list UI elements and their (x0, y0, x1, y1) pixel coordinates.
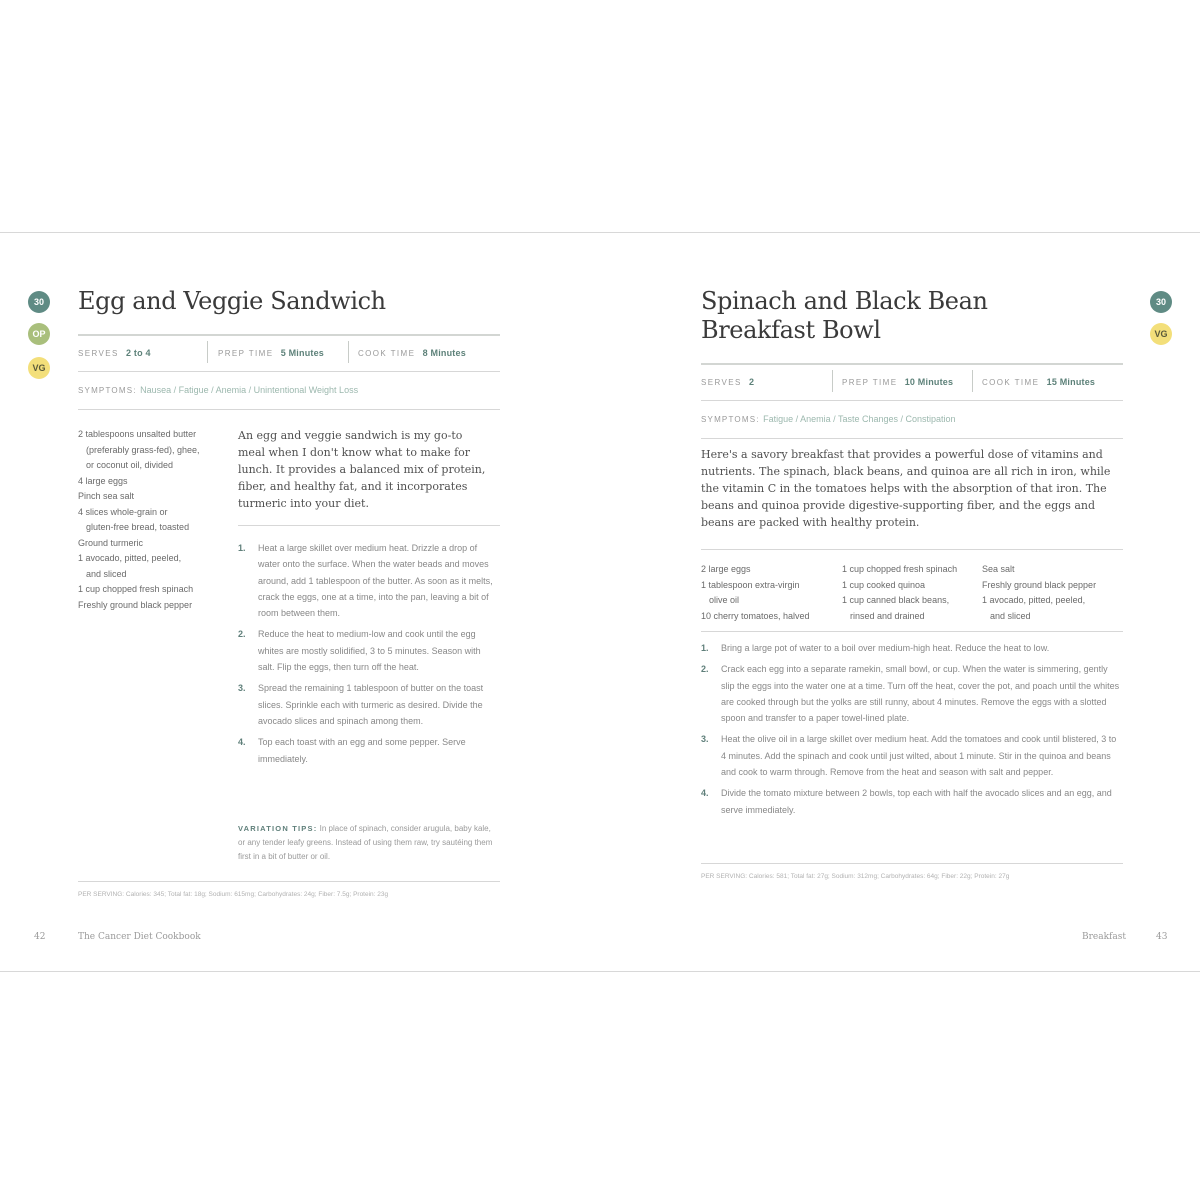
symptoms-label: SYMPTOMS: (701, 415, 760, 424)
step-number: 4. (701, 788, 709, 799)
divider (78, 409, 500, 410)
ingredient-item: gluten-free bread, toasted (86, 522, 190, 532)
instruction-step (701, 785, 1123, 818)
ingredient-item: 1 cup chopped fresh spinach (842, 564, 958, 574)
step-text: Spread the remaining 1 tablespoon of butter on the toast slices. Sprinkle each with turmeric as desired. Divide the avocado slices and spinach among them. (258, 683, 484, 726)
ingredient-item: 1 avocado, pitted, peeled, (78, 553, 182, 563)
divider (701, 438, 1123, 439)
symptoms-label: SYMPTOMS: (78, 386, 137, 395)
cook-time-info (982, 377, 1095, 387)
symptoms-value: Fatigue / Anemia / Taste Changes / Constipation (763, 414, 956, 424)
prep-time-info (842, 377, 953, 387)
serves-value: 2 (748, 377, 755, 387)
ingredient-item: or coconut oil, divided (86, 460, 174, 470)
badge-vegetarian (1150, 323, 1172, 345)
step-text: Divide the tomato mixture between 2 bowls, top each with half the avocado slices and an egg, and serve immediately. (721, 788, 1112, 815)
ingredient-item: 1 cup chopped fresh spinach (78, 584, 194, 594)
step-text: Crack each egg into a separate ramekin, small bowl, or cup. When the water is simmering, gently slip the eggs into the water one at a time. Turn off the heat, cover the pot, and poach until the whites are cooked through but the yolks are still runny, about 4 minutes. Remove the eggs with a slotted spoon and transfer to a paper towel-lined plate. (721, 664, 1120, 724)
step-text: Heat a large skillet over medium heat. Drizzle a drop of water onto the surface. When the water beads and moves around, add 1 tablespoon of the butter. As soon as it melts, crack the eggs, one at a time, into the pan, leaving a bit of room between them. (258, 543, 493, 619)
badge-label: OP (32, 329, 46, 339)
prep-label: PREP TIME (842, 378, 898, 387)
ingredient-item: 4 large eggs (78, 475, 128, 486)
variation-tips (238, 822, 500, 864)
ingredient-item: 1 cup cooked quinoa (842, 579, 926, 590)
ingredients-column-3 (982, 562, 1122, 624)
badge-label: 30 (33, 297, 44, 307)
ingredient-item: olive oil (709, 595, 740, 605)
instructions-list (238, 540, 496, 772)
ingredient-item: 1 cup canned black beans, (842, 595, 950, 605)
divider (78, 371, 500, 372)
divider (701, 549, 1123, 550)
divider (78, 334, 500, 336)
symptoms-value: Nausea / Fatigue / Anemia / Unintentional Weight Loss (140, 385, 359, 395)
cook-time-info (358, 348, 466, 358)
divider (207, 341, 208, 363)
symptoms-line (78, 385, 358, 395)
step-text: Reduce the heat to medium-low and cook until the egg whites are mostly solidified, 3 to 5 minutes. Season with salt. Flip the eggs, then turn off the heat. (258, 629, 481, 673)
page-number: 43 (1156, 932, 1168, 942)
ingredient-item: Freshly ground black pepper (78, 599, 193, 610)
badge-label: VG (1154, 329, 1168, 339)
instruction-step (238, 626, 496, 675)
ingredient-item: Sea salt (982, 564, 1015, 574)
nutrition-info: PER SERVING: Calories: 345; Total fat: 18g; Sodium: 615mg; Carbohydrates: 24g; Fiber: 7.5g; Protein: 23g (78, 891, 389, 898)
badge-label: 30 (1155, 297, 1166, 307)
cook-label: COOK TIME (358, 349, 416, 358)
page-number: 42 (34, 932, 46, 942)
ingredient-item: 10 cherry tomatoes, halved (701, 610, 810, 621)
step-number: 2. (238, 629, 246, 640)
instruction-step (238, 734, 496, 767)
serves-info (78, 348, 151, 358)
symptoms-line (701, 414, 956, 424)
ingredient-item: 2 tablespoons unsalted butter (78, 429, 197, 439)
recipe-title: Egg and Veggie Sandwich (78, 287, 386, 315)
cook-value: 8 Minutes (422, 348, 466, 358)
serves-label: SERVES (78, 349, 119, 358)
ingredient-item: 1 avocado, pitted, peeled, (982, 595, 1086, 605)
ingredient-item: Pinch sea salt (78, 491, 135, 501)
instruction-step (238, 540, 496, 621)
serves-info (701, 377, 754, 387)
prep-value: 10 Minutes (904, 377, 954, 387)
step-text: Top each toast with an egg and some pepper. Serve immediately. (258, 737, 466, 764)
instruction-step (701, 640, 1123, 656)
divider (701, 400, 1123, 401)
step-number: 2. (701, 664, 709, 675)
step-number: 3. (701, 734, 709, 745)
ingredient-item: (preferably grass-fed), ghee, (86, 444, 200, 455)
instruction-step (701, 661, 1123, 726)
instruction-step (701, 731, 1123, 780)
variation-text: In place of spinach, consider arugula, baby kale, or any tender leafy greens. Instead of using them raw, try sautéing them first in a bit of butter or oil. (238, 824, 493, 861)
ingredient-item: 1 tablespoon extra-virgin (701, 579, 800, 590)
serves-label: SERVES (701, 378, 742, 387)
badge-label: VG (32, 363, 46, 373)
ingredients-list (78, 427, 228, 613)
divider (701, 631, 1123, 632)
prep-value: 5 Minutes (280, 348, 324, 358)
step-number: 4. (238, 737, 246, 748)
divider (78, 881, 500, 882)
ingredients-column-2 (842, 562, 977, 624)
nutrition-info: PER SERVING: Calories: 581; Total fat: 27g; Sodium: 312mg; Carbohydrates: 64g; Fiber: 22g; Protein: 27g (701, 873, 1010, 880)
divider (238, 525, 500, 526)
cook-label: COOK TIME (982, 378, 1040, 387)
ingredients-column-1 (701, 562, 836, 624)
divider (972, 370, 973, 392)
recipe-intro: Here's a savory breakfast that provides a powerful dose of vitamins and nutrients. The spinach, black beans, and quinoa are all rich in iron, while the vitamin C in the tomatoes helps with the absorption of that iron. The beans and quinoa provide digestive-supporting fiber, and the eggs and beans are packed with healthy protein. (701, 448, 1111, 529)
divider (701, 363, 1123, 365)
recipe-title-line-2: Breakfast Bowl (701, 316, 881, 344)
cook-value: 15 Minutes (1046, 377, 1096, 387)
divider (701, 863, 1123, 864)
step-number: 3. (238, 683, 246, 694)
running-head: Breakfast (1082, 932, 1126, 942)
ingredient-item: 4 slices whole-grain or (78, 506, 168, 517)
running-head: The Cancer Diet Cookbook (78, 932, 201, 942)
ingredient-item: Freshly ground black pepper (982, 579, 1097, 590)
step-number: 1. (238, 543, 246, 553)
divider (832, 370, 833, 392)
badge-30-minutes (1150, 291, 1172, 313)
step-text: Heat the olive oil in a large skillet over medium heat. Add the tomatoes and cook until blistered, 3 to 4 minutes. Add the spinach and cook until just wilted, about 1 minute. Stir in the quinoa and beans and cook to warm through. Remove from the heat and season with salt and pepper. (721, 734, 1117, 778)
variation-label: VARIATION TIPS: (238, 824, 318, 833)
divider (348, 341, 349, 363)
step-text: Bring a large pot of water to a boil over medium-high heat. Reduce the heat to low. (721, 643, 1050, 653)
serves-value: 2 to 4 (125, 348, 151, 358)
recipe-intro: An egg and veggie sandwich is my go-to meal when I don't know what to make for lunch. It provides a balanced mix of protein, fiber, and healthy fat, and it incorporates turmeric into your diet. (238, 429, 486, 510)
ingredient-item: rinsed and drained (850, 610, 925, 621)
badge-30-minutes (28, 291, 50, 313)
book-spread (0, 232, 1200, 972)
badge-vegetarian (28, 357, 50, 379)
ingredient-item: 2 large eggs (701, 564, 751, 574)
recipe-title (701, 287, 988, 345)
step-number: 1. (701, 643, 709, 653)
ingredient-item: Ground turmeric (78, 537, 144, 548)
prep-time-info (218, 348, 324, 358)
ingredient-item: and sliced (86, 568, 127, 579)
recipe-title-line-1: Spinach and Black Bean (701, 287, 988, 315)
badge-one-pot (28, 323, 50, 345)
ingredient-item: and sliced (990, 610, 1031, 621)
instructions-list (701, 640, 1123, 823)
prep-label: PREP TIME (218, 349, 274, 358)
instruction-step (238, 680, 496, 729)
